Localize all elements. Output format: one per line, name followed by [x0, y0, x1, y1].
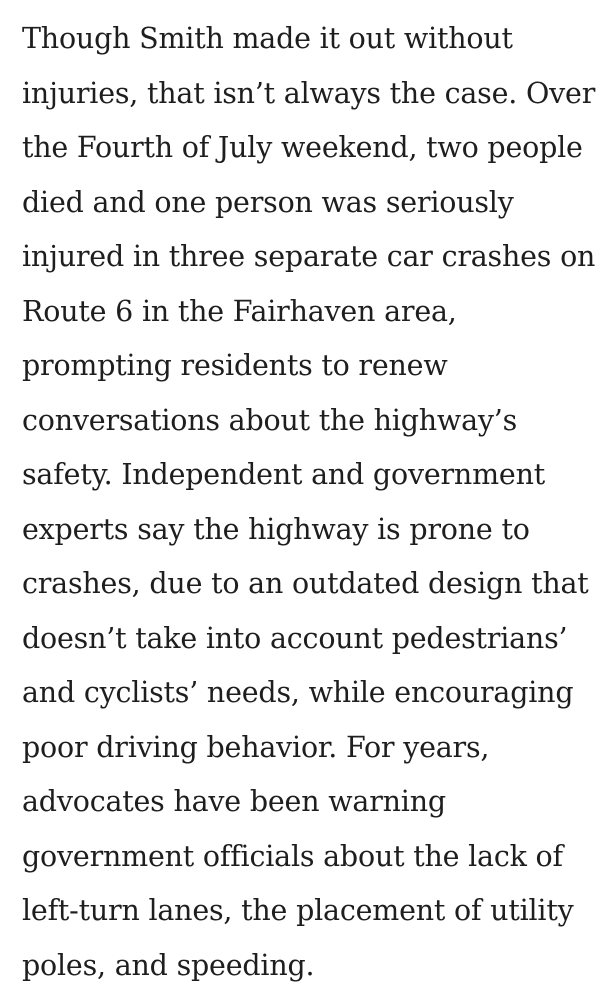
paragraph-line: injured in three separate car crashes on [22, 240, 596, 273]
paragraph-line: experts say the highway is prone to [22, 512, 530, 546]
paragraph-line: Route 6 in the Fairhaven area, [22, 294, 457, 328]
paragraph-line: crashes, due to an outdated design that [22, 567, 589, 600]
paragraph-line: Though Smith made it out without [22, 22, 513, 55]
paragraph-line: poles, and speeding. [22, 948, 315, 982]
paragraph-line: prompting residents to renew [22, 349, 448, 382]
paragraph-line: left-turn lanes, the placement of utility [22, 894, 574, 927]
paragraph-line: died and one person was seriously [22, 185, 514, 219]
article-paragraph [22, 12, 615, 993]
paragraph-line: poor driving behavior. For years, [22, 730, 490, 764]
paragraph-line: the Fourth of July weekend, two people [22, 131, 583, 164]
paragraph-line: advocates have been warning [22, 785, 446, 818]
paragraph-line: doesn’t take into account pedestrians’ [22, 621, 568, 655]
paragraph-line: safety. Independent and government [22, 458, 545, 491]
paragraph-line: injuries, that isn’t always the case. Over [22, 76, 596, 110]
paragraph-line: and cyclists’ needs, while encouraging [22, 676, 574, 709]
paragraph-line: conversations about the highway’s [22, 403, 518, 437]
paragraph-line: government officials about the lack of [22, 839, 563, 873]
